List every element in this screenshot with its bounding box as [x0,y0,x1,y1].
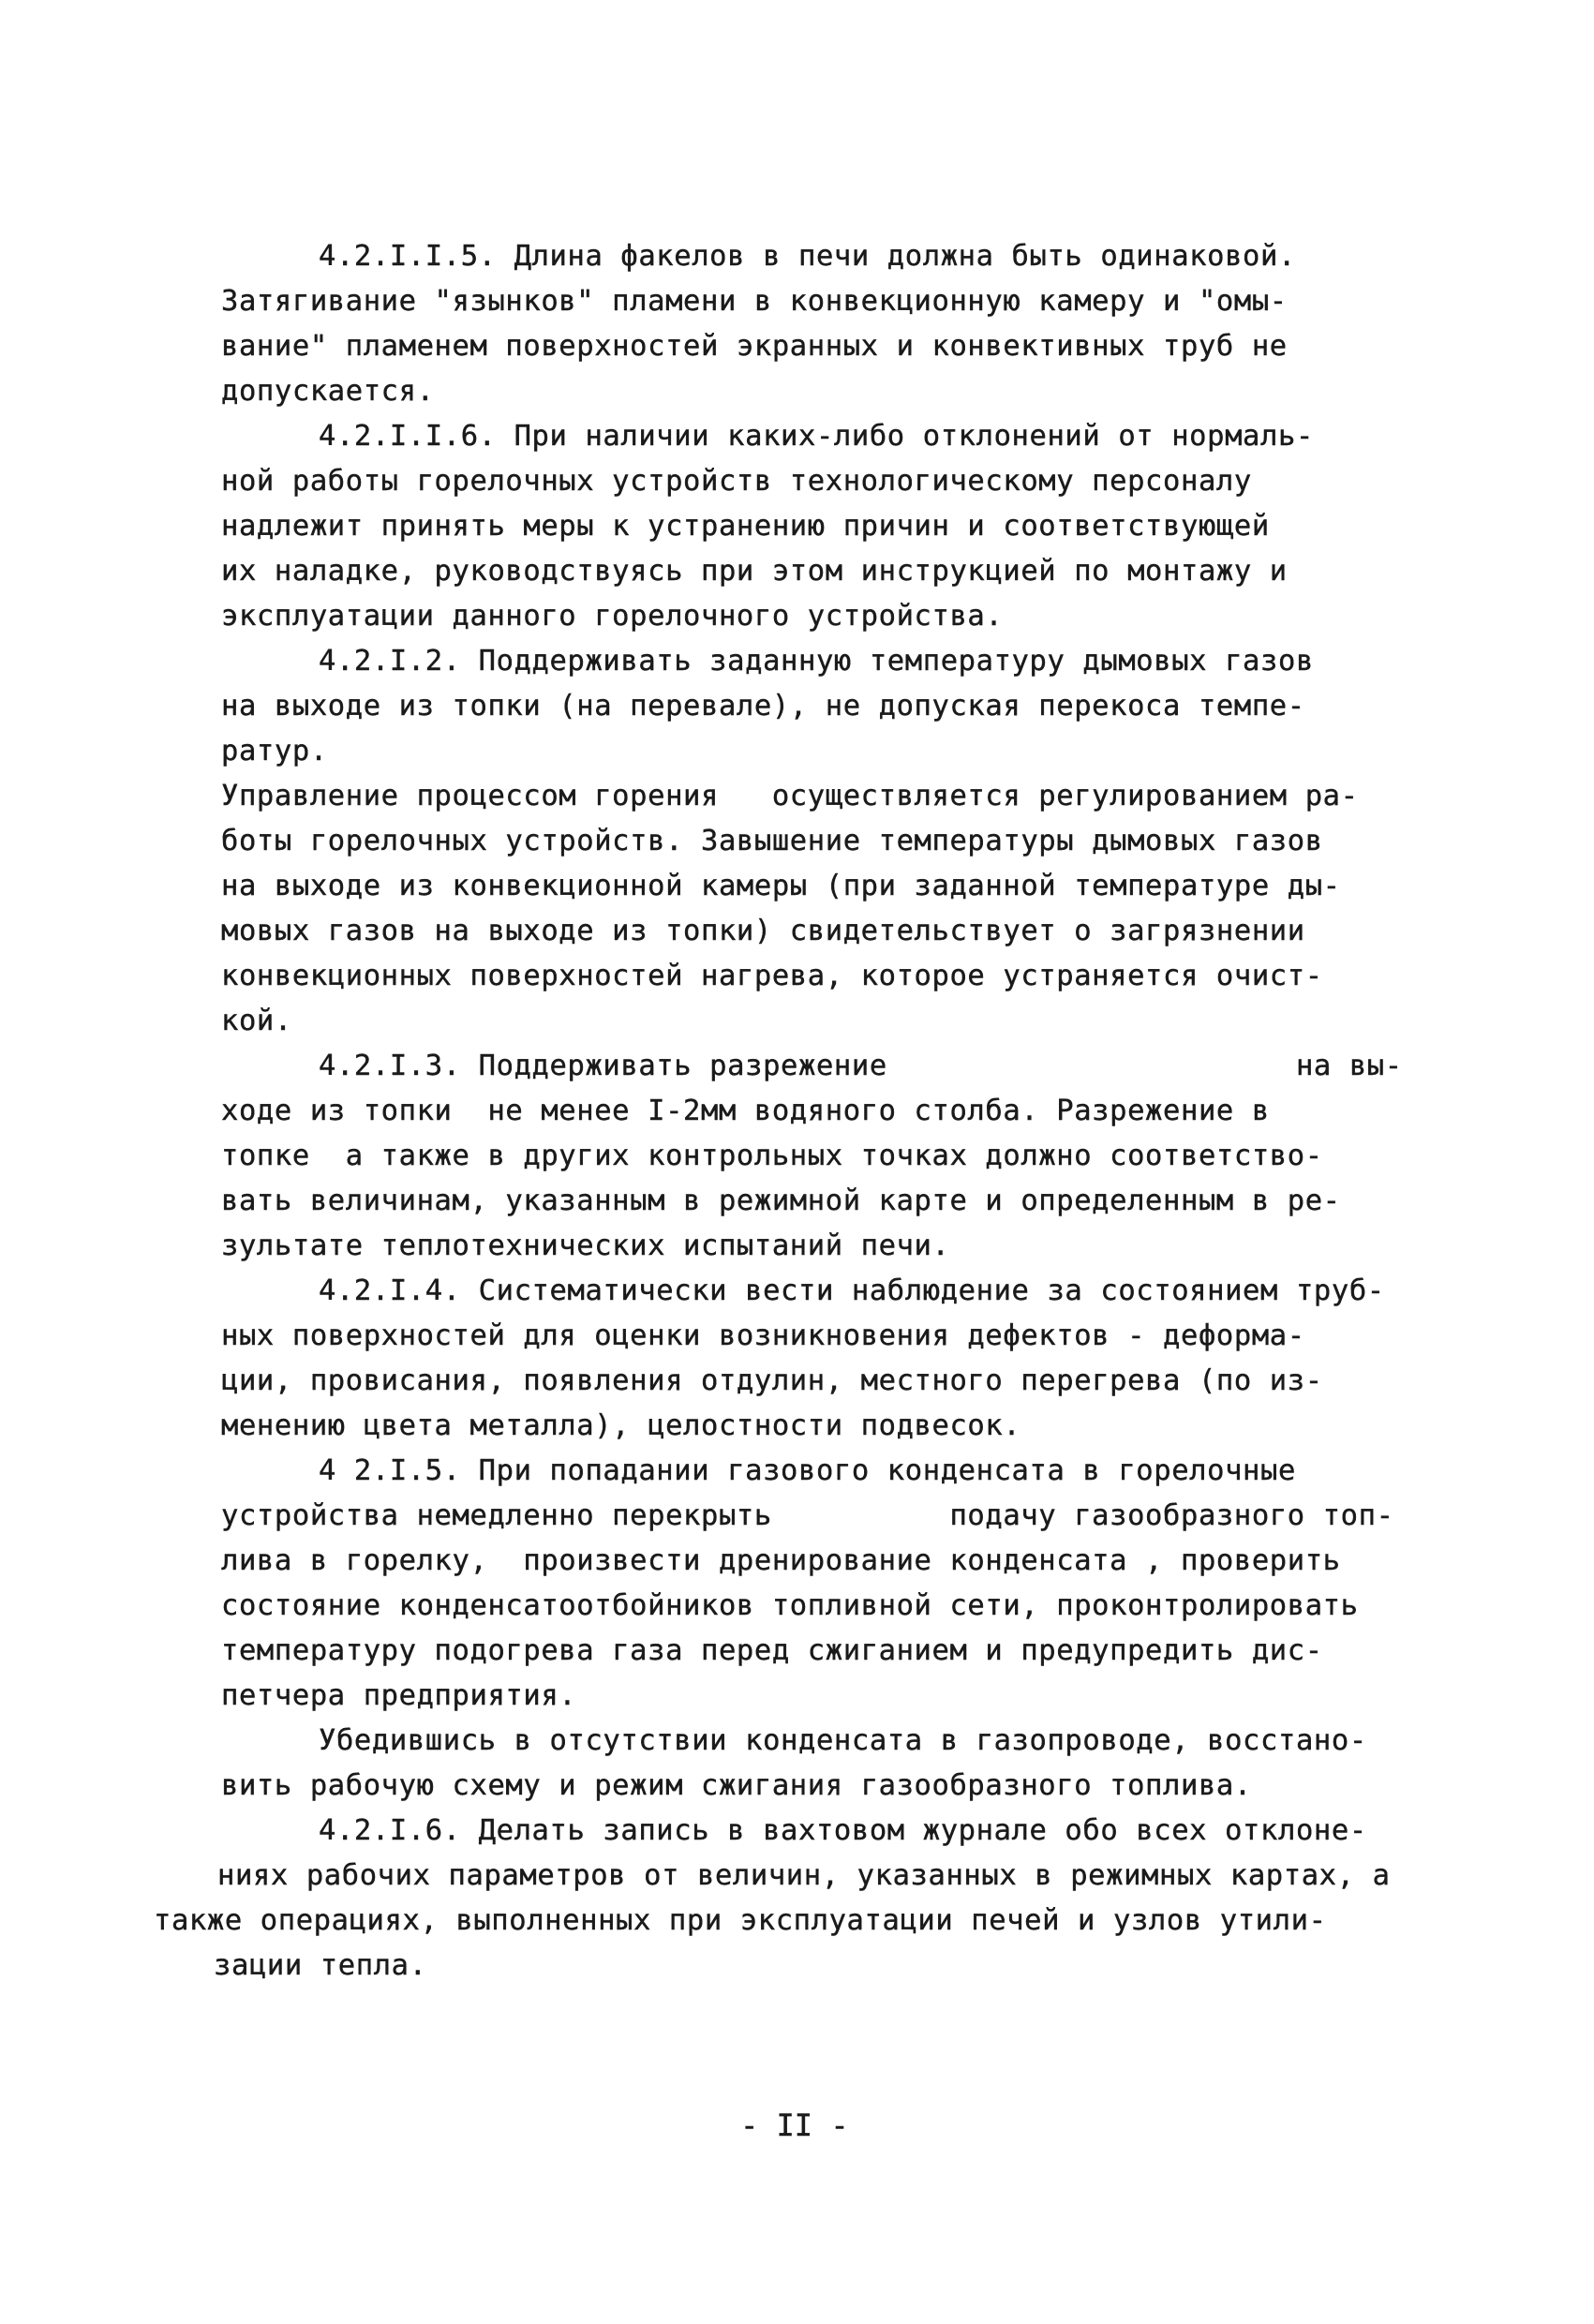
text-line: Затягивание "язынков" пламени в конвекционную камеру и "омы- [221,285,1288,318]
text-line: температуру подогрева газа перед сжиганием и предупредить дис- [221,1634,1323,1667]
text-line: устройства немедленно перекрыть подачу газообразного топ- [221,1499,1394,1532]
text-line: Убедившись в отсутствии конденсата в газопроводе, восстано- [319,1724,1367,1757]
text-line: петчера предприятия. [221,1679,577,1712]
text-line: 4.2.I.4. Систематически вести наблюдение за состоянием труб- [319,1274,1385,1307]
text-line: также операциях, выполненных при эксплуатации печей и узлов утили- [154,1904,1327,1937]
text-line: лива в горелку, произвести дренирование конденсата , проверить [221,1544,1341,1577]
text-line: ходе из топки не менее I-2мм водяного столба. Разрежение в [221,1095,1270,1127]
text-line: допускается. [221,375,435,408]
text-line: ратур. [221,735,328,767]
text-line: эксплуатации данного горелочного устройства. [221,600,1004,633]
text-line: кой. [221,1005,292,1037]
text-line: их наладке, руководствуясь при этом инструкцией по монтажу и [221,555,1288,588]
text-line: топке а также в других контрольных точках должно соответство- [221,1140,1323,1172]
text-line: вать величинам, указанным в режимной карте и определенным в ре- [221,1184,1341,1217]
text-line: ной работы горелочных устройств технологическому персоналу [221,465,1252,498]
text-line: 4.2.I.I.5. Длина факелов в печи должна быть одинаковой. [319,240,1296,273]
page-number: - II - [740,2108,849,2143]
text-line: 4.2.I.6. Делать запись в вахтовом журнале обо всех отклоне- [319,1814,1367,1847]
text-line: Управление процессом горения осуществляется регулированием ра- [221,780,1359,812]
text-line: 4.2.I.2. Поддерживать заданную температуру дымовых газов [319,645,1314,678]
text-line: 4.2.I.I.6. При наличии каких-либо отклонений от нормаль- [319,420,1314,453]
text-line: ниях рабочих параметров от величин, указанных в режимных картах, а [217,1859,1391,1892]
text-line: 4 2.I.5. При попадании газового конденсата в горелочные [319,1454,1296,1487]
text-line: зации тепла. [214,1949,427,1982]
text-line: конвекционных поверхностей нагрева, которое устраняется очист- [221,960,1323,992]
text-line: вить рабочую схему и режим сжигания газообразного топлива. [221,1769,1252,1802]
text-line: мовых газов на выходе из топки) свидетельствует о загрязнении [221,915,1305,947]
text-line: менению цвета металла), целостности подвесок. [221,1409,1021,1442]
text-line: зультате теплотехнических испытаний печи. [221,1229,950,1262]
text-line: ции, провисания, появления отдулин, местного перегрева (по из- [221,1364,1323,1397]
text-line: состояние конденсатоотбойников топливной сети, проконтролировать [221,1589,1359,1622]
text-line: 4.2.I.3. Поддерживать разрежение на вы- [319,1050,1403,1082]
text-line: ных поверхностей для оценки возникновения дефектов - деформа- [221,1319,1305,1352]
text-line: надлежит принять меры к устранению причин и соответствующей [221,510,1270,543]
text-line: боты горелочных устройств. Завышение температуры дымовых газов [221,825,1323,857]
text-line: вание" пламенем поверхностей экранных и конвективных труб не [221,330,1288,363]
text-line: на выходе из конвекционной камеры (при заданной температуре ды- [221,870,1341,902]
text-line: на выходе из топки (на перевале), не допуская перекоса темпе- [221,690,1305,723]
